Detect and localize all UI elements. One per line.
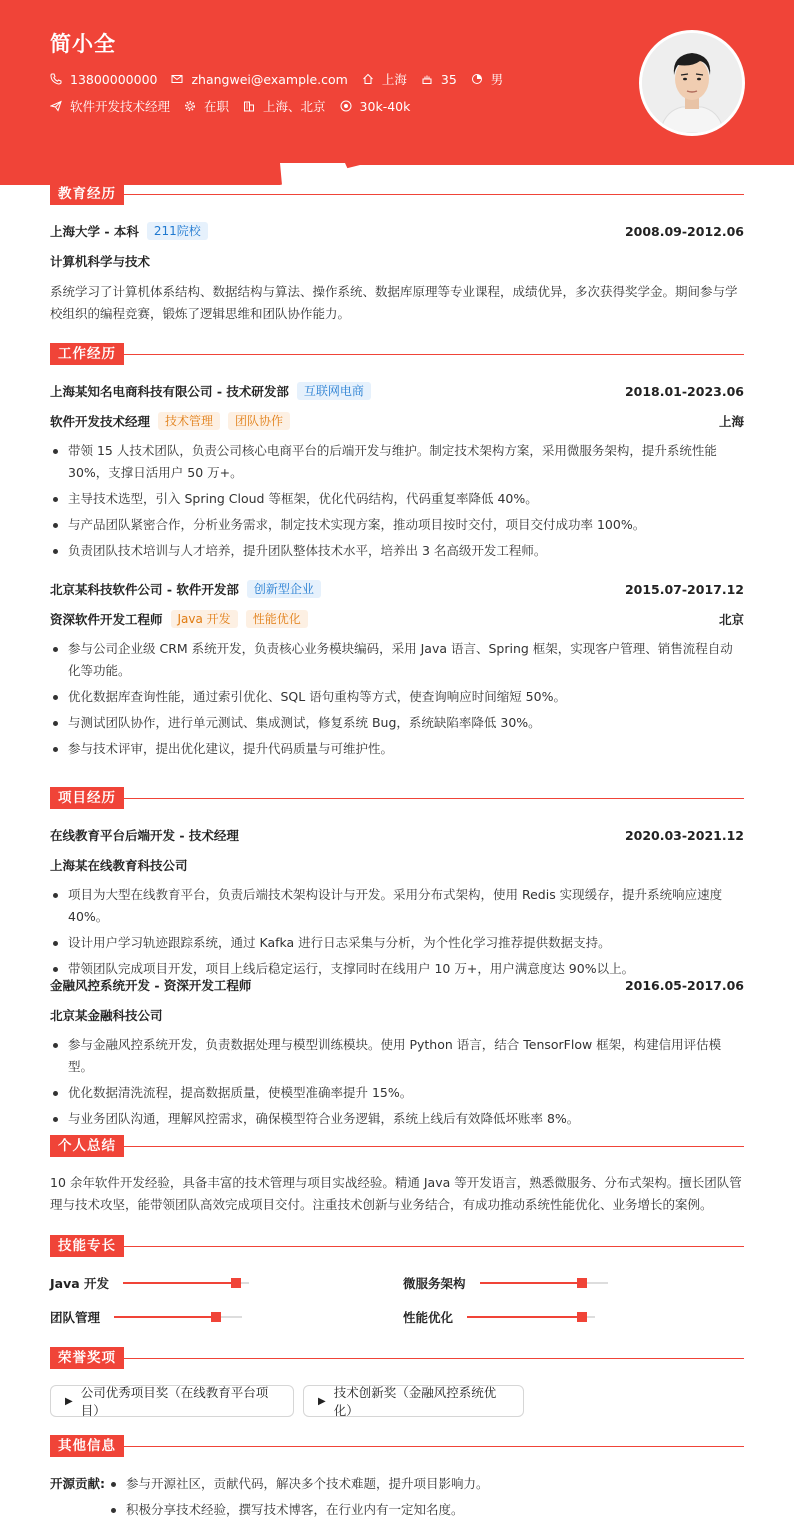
cake-icon [421, 73, 433, 85]
work-2-company: 北京某科技软件公司 - 软件开发部 [50, 582, 239, 597]
major-name: 计算机科学与技术 [50, 254, 151, 269]
triangle-right-icon: ▶ [318, 1395, 326, 1407]
building-icon [243, 100, 255, 112]
education-period: 2008.09-2012.06 [624, 223, 744, 239]
age-text: 35 [440, 71, 457, 87]
project-1-company-row [50, 856, 744, 874]
age-item [421, 72, 457, 87]
phone-icon [50, 73, 62, 85]
section-summary [50, 1135, 124, 1157]
project-2-name: 金融风控系统开发 - 资深开发工程师 [50, 978, 252, 993]
section-awards-title: 荣誉奖项 [50, 1347, 124, 1369]
section-projects-title: 项目经历 [50, 787, 124, 809]
list-item: 设计用户学习轨迹跟踪系统，通过 Kafka 进行日志采集与分析，为个性化学习推荐提供数据支持。 [50, 932, 744, 954]
section-divider [120, 1446, 744, 1447]
major-row [50, 252, 744, 270]
section-education [50, 183, 124, 205]
section-other [50, 1435, 124, 1457]
education-header [50, 222, 744, 240]
city-text: 上海 [381, 72, 407, 87]
skill-bar [114, 1316, 242, 1318]
list-item: 项目为大型在线教育平台，负责后端技术架构设计与开发。采用分布式架构，使用 Redis 实现缓存，提升系统响应速度 40%。 [50, 884, 744, 928]
work-2-location: 北京 [718, 612, 744, 627]
project-2-period: 2016.05-2017.06 [624, 977, 744, 993]
section-divider [120, 354, 744, 355]
award-item [303, 1385, 524, 1417]
gear-icon [184, 100, 196, 112]
award-text: 公司优秀项目奖（在线教育平台项目） [80, 1385, 269, 1418]
work-2-bullets [50, 638, 744, 764]
section-awards [50, 1347, 124, 1369]
section-divider [120, 1358, 744, 1359]
list-item: 参与开源社区，贡献代码，解决多个技术难题，提升项目影响力。 [108, 1473, 489, 1495]
skill-name: 微服务架构 [403, 1276, 466, 1291]
work-1-tag: 技术管理 [158, 412, 220, 430]
mail-icon [171, 73, 183, 85]
skill-bar-fill [114, 1316, 216, 1318]
home-icon [362, 73, 374, 85]
work-1-tag: 团队协作 [228, 412, 290, 430]
work-2-role [50, 610, 744, 628]
work-2-tag: Java 开发 [171, 610, 238, 628]
other-label: 开源贡献: [50, 1476, 105, 1491]
list-item: 积极分享技术经验，撰写技术博客，在行业内有一定知名度。 [108, 1499, 489, 1521]
project-1-header [50, 826, 744, 844]
skill-bar-fill [480, 1282, 582, 1284]
award-item [50, 1385, 294, 1417]
skill-name: 性能优化 [403, 1310, 454, 1325]
project-1-company: 上海某在线教育科技公司 [50, 858, 188, 873]
section-divider [120, 1246, 744, 1247]
work-1-company-tag: 互联网电商 [297, 382, 371, 400]
section-other-title: 其他信息 [50, 1435, 124, 1457]
other-row [50, 1473, 744, 1525]
project-2-company: 北京某金融科技公司 [50, 1008, 163, 1023]
work-1-bullets [50, 440, 744, 566]
section-projects [50, 787, 124, 809]
skill-bar-knob [577, 1278, 587, 1288]
work-1-title: 软件开发技术经理 [50, 414, 151, 429]
award-text: 技术创新奖（金融风控系统优化） [333, 1385, 497, 1418]
work-2-tag: 性能优化 [246, 610, 308, 628]
project-1-period: 2020.03-2021.12 [624, 827, 744, 843]
work-1-location: 上海 [718, 414, 744, 429]
education-description: 系统学习了计算机体系结构、数据结构与算法、操作系统、数据库原理等专业课程，成绩优异，多次获得奖学金。期间参与学校组织的编程竞赛，锻炼了逻辑思维和团队协作能力。 [50, 284, 738, 321]
list-item: 优化数据清洗流程，提高数据质量，使模型准确率提升 15%。 [50, 1082, 744, 1104]
position-item [50, 97, 170, 115]
triangle-right-icon: ▶ [65, 1395, 73, 1407]
summary-text: 10 余年软件开发经验，具备丰富的技术管理与项目实战经验。精通 Java 等开发语言，熟悉微服务、分布式架构。擅长团队管理与技术攻坚，能带领团队高效完成项目交付。注重技术创新与业务结合，有成功推动系统性能优化、业务增长的案例。 [50, 1175, 742, 1212]
gender-text: 男 [490, 72, 504, 87]
work-1-header [50, 382, 744, 400]
work-2-period: 2015.07-2017.12 [624, 581, 744, 597]
list-item: 带领 15 人技术团队，负责公司核心电商平台的后端开发与维护。制定技术架构方案，采用微服务架构，提升系统性能 30%，支撑日活用户 50 万+。 [50, 440, 744, 484]
status-item [184, 97, 229, 115]
skill-bar-fill [123, 1282, 236, 1284]
send-icon [50, 100, 62, 112]
gender-icon [471, 73, 483, 85]
skill-bar [123, 1282, 249, 1284]
work-1-company: 上海某知名电商科技有限公司 - 技术研发部 [50, 384, 289, 399]
list-item: 与业务团队沟通，理解风控需求，确保模型符合业务逻辑，系统上线后有效降低坏账率 8%。 [50, 1108, 744, 1130]
email-text: zhangwei@example.com [191, 71, 348, 87]
list-item: 负责团队技术培训与人才培养，提升团队整体技术水平，培养出 3 名高级开发工程师。 [50, 540, 744, 562]
skill-name: 团队管理 [50, 1310, 101, 1325]
work-2-title: 资深软件开发工程师 [50, 612, 163, 627]
list-item: 主导技术选型，引入 Spring Cloud 等框架，优化代码结构，代码重复率降低 40%。 [50, 488, 744, 510]
skill-item [403, 1274, 608, 1292]
skill-bar [467, 1316, 595, 1318]
list-item: 与测试团队协作，进行单元测试、集成测试，修复系统 Bug，系统缺陷率降低 30%。 [50, 712, 744, 734]
email-item [171, 72, 347, 87]
skill-bar-knob [577, 1312, 587, 1322]
project-2-header [50, 976, 744, 994]
target-city-item [243, 97, 326, 115]
avatar [639, 30, 745, 136]
skill-item [403, 1308, 595, 1326]
work-1-period: 2018.01-2023.06 [624, 383, 744, 399]
position-text: 软件开发技术经理 [70, 99, 171, 114]
section-education-title: 教育经历 [50, 183, 124, 205]
section-skills-title: 技能专长 [50, 1235, 124, 1257]
skill-bar [480, 1282, 608, 1284]
skill-bar-knob [211, 1312, 221, 1322]
section-work [50, 343, 124, 365]
section-divider [120, 1146, 744, 1147]
candidate-name: 简小全 [50, 32, 116, 56]
money-icon [340, 100, 352, 112]
list-item: 参与金融风控系统开发，负责数据处理与模型训练模块。使用 Python 语言，结合 TensorFlow 框架，构建信用评估模型。 [50, 1034, 744, 1078]
job-intent-row [50, 97, 424, 115]
phone-item [50, 72, 157, 87]
project-1-name: 在线教育平台后端开发 - 技术经理 [50, 828, 239, 843]
avatar-photo [642, 33, 742, 133]
section-summary-title: 个人总结 [50, 1135, 124, 1157]
project-1-bullets [50, 884, 744, 984]
skill-item [50, 1308, 242, 1326]
project-2-bullets [50, 1034, 744, 1134]
target-city-text: 上海、北京 [263, 99, 326, 114]
list-item: 与产品团队紧密合作，分析业务需求，制定技术实现方案，推动项目按时交付，项目交付成功率 100%。 [50, 514, 744, 536]
skill-item [50, 1274, 249, 1292]
list-item: 优化数据库查询性能，通过索引优化、SQL 语句重构等方式，使查询响应时间缩短 50%。 [50, 686, 744, 708]
list-item: 带领团队完成项目开发，项目上线后稳定运行，支撑同时在线用户 10 万+，用户满意度达 90%以上。 [50, 958, 744, 980]
skill-bar-knob [231, 1278, 241, 1288]
person-portrait-icon [642, 33, 742, 133]
skill-name: Java 开发 [50, 1276, 110, 1291]
contact-row [50, 70, 517, 88]
section-work-title: 工作经历 [50, 343, 124, 365]
phone-text: 13800000000 [70, 71, 158, 87]
resume-header [0, 0, 794, 185]
salary-item [340, 99, 411, 114]
work-1-role [50, 412, 744, 430]
school-name: 上海大学 - 本科 [50, 224, 139, 239]
section-divider [120, 798, 744, 799]
project-2-company-row [50, 1006, 744, 1024]
section-skills [50, 1235, 124, 1257]
city-item [362, 70, 407, 88]
list-item: 参与技术评审，提出优化建议，提升代码质量与可维护性。 [50, 738, 744, 760]
school-tag: 211院校 [147, 222, 208, 240]
section-divider [120, 194, 744, 195]
skill-bar-fill [467, 1316, 582, 1318]
list-item: 参与公司企业级 CRM 系统开发，负责核心业务模块编码，采用 Java 语言、Spring 框架，实现客户管理、销售流程自动化等功能。 [50, 638, 744, 682]
status-text: 在职 [204, 99, 230, 114]
salary-text: 30k-40k [359, 98, 411, 114]
other-bullets [108, 1473, 489, 1525]
work-2-header [50, 580, 744, 598]
gender-item [471, 70, 504, 88]
work-2-company-tag: 创新型企业 [247, 580, 321, 598]
